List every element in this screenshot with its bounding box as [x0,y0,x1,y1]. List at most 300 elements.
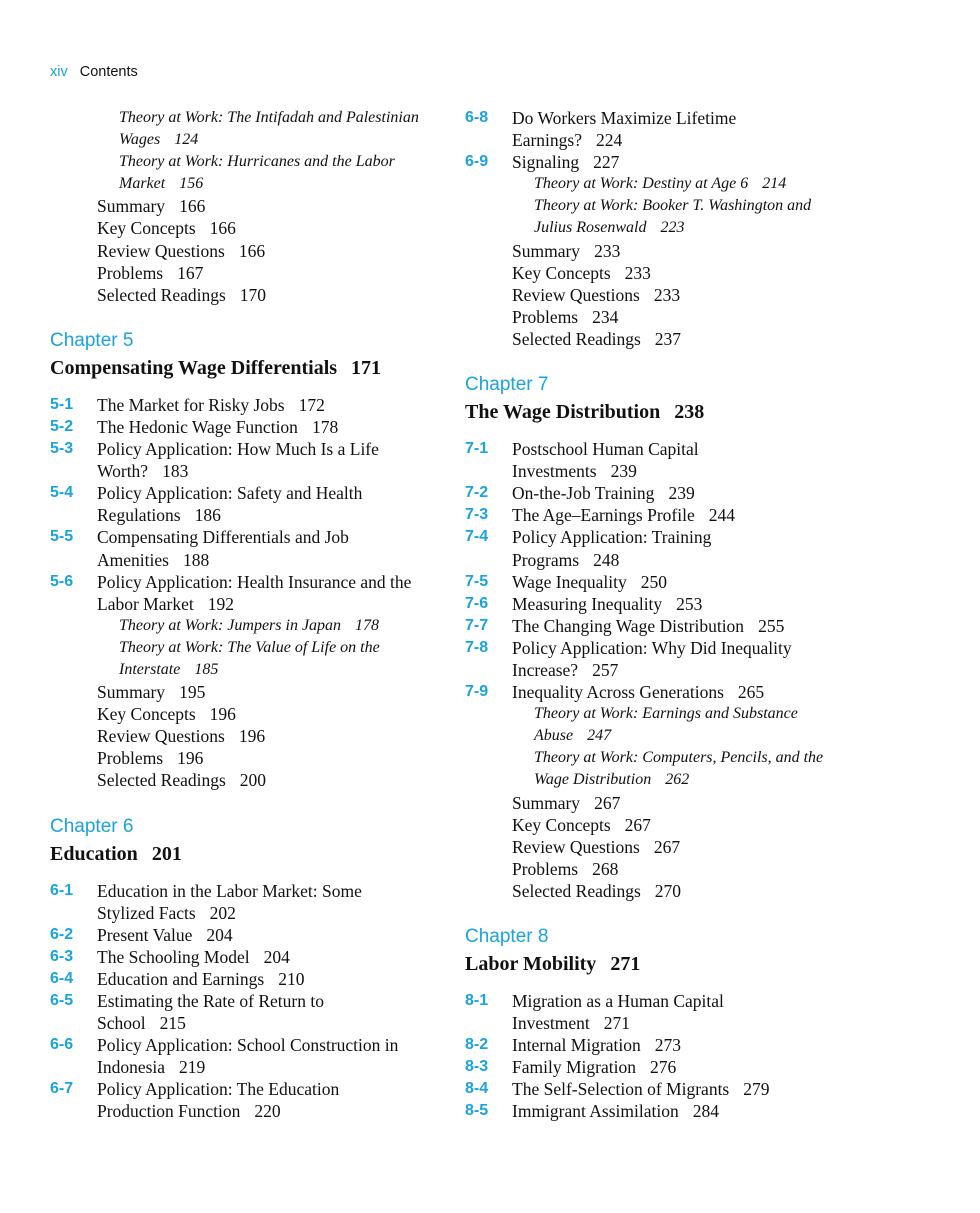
section-title [512,504,860,526]
section-number: 5-2 [50,417,74,435]
page-number: 196 [209,704,236,725]
section-text [97,990,450,1034]
section-entry [465,615,860,637]
section-title-cont [97,1012,450,1034]
end-of-chapter-entry [50,195,450,217]
page-number: 214 [762,175,787,193]
section-title [97,968,450,990]
chapter-title-text: Labor Mobility [465,953,597,975]
chapter-title-text: Education [50,842,138,865]
page-number: 170 [239,284,267,305]
page-number: 253 [676,593,703,614]
section-title: Policy Application: Training [512,527,712,548]
section-title: Policy Application: Safety and Health [97,483,363,504]
section-entry [50,482,450,526]
entry-text-cont: Abuse [534,727,574,745]
entry-text: Review Questions [97,726,225,747]
chapter-page-number: 171 [351,356,382,379]
section-entry [465,151,860,173]
page-number: 273 [654,1035,682,1056]
section-entry [50,394,450,416]
section-text [97,571,450,615]
section-number: 6-3 [50,947,74,965]
section-text [512,990,860,1034]
header-page-number: xiv [50,64,68,80]
entry-text: Summary [512,240,581,261]
page-number: 284 [692,1101,719,1122]
section-entry [50,880,450,924]
section-text [512,504,860,526]
section-title-cont-text: Labor Market [97,593,194,614]
section-title-cont-text: Programs [512,549,580,570]
section-number: 7-6 [465,594,489,612]
section-text [97,482,450,526]
section-title-cont [512,659,860,681]
end-of-chapter-entry [465,240,860,262]
entry-text: Selected Readings [512,328,641,349]
section-title-text: Measuring Inequality [512,593,663,614]
section-title-text: Immigrant Assimilation [512,1101,679,1122]
chapter-label: Chapter 5 [50,329,134,351]
page-number: 192 [207,593,234,614]
section-title [512,482,860,504]
section-number: 5-3 [50,440,74,458]
entry-text: Problems [512,306,579,327]
section-title [97,946,450,968]
section-number: 7-1 [465,440,489,458]
section-number: 6-5 [50,992,74,1009]
section-number: 6-8 [465,109,489,126]
section-title: Education in the Labor Market: Some [97,880,362,901]
section-title [512,615,860,637]
entry-text: Theory at Work: Earnings and Substance [534,705,798,723]
section-entry [465,1034,860,1056]
section-entry [50,416,450,438]
section-text [512,107,860,151]
section-title-text: The Age–Earnings Profile [512,505,695,526]
section-text [97,924,450,946]
chapter-title [465,950,860,978]
theory-at-work-entry [50,637,450,659]
section-entry [465,1056,860,1078]
section-entry [465,1100,860,1122]
theory-at-work-entry-cont [50,173,450,195]
section-title-cont-text: Earnings? [512,130,582,151]
section-title-cont [97,1100,450,1122]
page-number: 172 [298,394,325,415]
page-number: 237 [654,328,682,349]
chapter-label: Chapter 8 [465,926,549,947]
section-text [512,526,860,570]
section-number: 8-1 [465,992,489,1009]
end-of-chapter-entry [465,792,860,814]
page-number: 239 [610,461,637,482]
entry-text: Problems [97,262,164,283]
section-title-text: Wage Inequality [512,571,627,592]
end-of-chapter-entry [465,284,860,306]
chapter-page-number: 271 [610,953,641,975]
section-title-cont [97,593,450,615]
end-of-chapter-entry [50,217,450,239]
page-number: 244 [708,505,735,526]
entry-text: Theory at Work: Booker T. Washington and [534,197,812,215]
section-title-cont [97,549,450,571]
theory-at-work-entry [465,173,860,195]
entry-text-cont: Julius Rosenwald [534,219,647,237]
section-title-text: The Market for Risky Jobs [97,394,285,415]
section-entry [50,438,450,482]
section-title-cont-text: Stylized Facts [97,902,196,923]
page-number: 195 [179,682,206,703]
chapter-title [465,398,860,426]
section-number: 5-6 [50,572,74,590]
section-entry [465,438,860,482]
page-number: 200 [239,770,267,791]
chapter-page-number: 201 [151,842,182,865]
end-of-chapter-entry [50,769,450,791]
chapter-title-text: The Wage Distribution [465,401,661,424]
page-number: 268 [592,858,619,879]
section-number: 8-3 [465,1058,489,1076]
entry-text: Review Questions [512,836,640,857]
page-number: 166 [209,218,236,239]
end-of-chapter-entry [465,814,860,836]
section-number: 6-9 [465,153,489,171]
entry-text: Theory at Work: Destiny at Age 6 [534,175,749,193]
section-number: 5-4 [50,484,74,502]
section-title-cont-text: Regulations [97,505,181,526]
page-number: 250 [640,571,667,592]
entry-text-cont: Interstate [119,660,181,678]
section-entry [465,990,860,1034]
section-title: Policy Application: School Construction in [97,1035,399,1056]
section-text [512,637,860,681]
entry-text: Selected Readings [97,770,226,791]
section-entry [50,968,450,990]
section-title-cont-text: Investment [512,1013,590,1034]
page-number: 186 [194,505,221,526]
page-number: 178 [355,616,380,634]
page-number: 234 [592,306,619,327]
section-text [512,1056,860,1078]
section-text [97,1034,450,1078]
section-title-text: The Schooling Model [97,946,250,967]
section-entry [50,1078,450,1122]
page-number: 166 [238,240,266,261]
section-number: 6-6 [50,1036,74,1054]
section-text [512,151,860,173]
section-entry [50,526,450,570]
end-of-chapter-entry [465,858,860,880]
page-number: 233 [624,262,651,283]
page-number: 178 [311,416,339,437]
section-number: 5-5 [50,528,74,546]
section-number: 8-5 [465,1102,489,1120]
section-number: 6-2 [50,925,74,943]
section-title-cont [97,504,450,526]
end-of-chapter-entry [465,836,860,858]
section-title-text: Family Migration [512,1057,636,1078]
page-number: 239 [668,483,695,504]
page-number: 196 [238,726,266,747]
section-text [97,526,450,570]
section-title: Estimating the Rate of Return to [97,991,324,1011]
section-title-text: Signaling [512,152,580,173]
section-number: 8-2 [465,1036,489,1054]
section-number: 6-7 [50,1080,74,1098]
entry-text: Summary [97,682,166,703]
theory-at-work-entry-cont [465,217,860,239]
section-title [512,593,860,615]
section-entry [465,571,860,593]
section-text [97,394,450,416]
section-entry [50,946,450,968]
section-number: 7-5 [465,572,489,590]
toc-column-right [465,107,860,1123]
section-entry [50,1034,450,1078]
section-entry [50,924,450,946]
page-number: 210 [278,968,305,989]
chapter-title [50,840,450,868]
page-number: 224 [595,130,623,151]
entry-text: Theory at Work: Hurricanes and the Labor [119,153,395,171]
chapter-title [50,354,450,382]
section-title-cont [97,902,450,924]
section-title [512,681,860,703]
page-number: 202 [209,902,236,923]
section-entry [465,637,860,681]
section-title-cont [97,460,450,482]
section-title-cont-text: Investments [512,461,597,482]
page-number: 265 [737,682,765,703]
page-number: 166 [179,196,206,217]
entry-text: Key Concepts [97,704,196,725]
page-number: 219 [179,1057,206,1078]
page-number: 233 [594,240,621,261]
theory-at-work-entry [465,747,860,769]
page-number: 183 [162,461,189,482]
section-entry [465,593,860,615]
section-title-text: Present Value [97,924,193,945]
section-number: 7-4 [465,528,489,546]
page-number: 247 [587,727,612,745]
end-of-chapter-entry [465,328,860,350]
section-title [512,1034,860,1056]
entry-text: Problems [512,858,579,879]
page-number: 271 [603,1013,631,1034]
section-title-cont [512,1012,860,1034]
entry-text: Problems [97,748,164,769]
end-of-chapter-entry [50,262,450,284]
section-title [97,416,450,438]
entry-text: Theory at Work: Computers, Pencils, and the [534,749,824,767]
section-title-text: The Hedonic Wage Function [97,416,298,437]
section-text [97,968,450,990]
entry-text: Theory at Work: The Value of Life on the [119,638,380,656]
page-number: 267 [624,814,651,835]
section-title-cont-text: Worth? [97,461,149,482]
entry-text: Theory at Work: Jumpers in Japan [119,616,342,634]
page-number: 276 [649,1057,677,1078]
page-number: 270 [654,880,682,901]
section-text [512,1100,860,1122]
section-title-text: On-the-Job Training [512,483,655,504]
end-of-chapter-entry [50,681,450,703]
section-entry [50,571,450,615]
page-number: 233 [653,284,681,305]
section-entry [465,1078,860,1100]
section-title: Policy Application: The Education [97,1079,340,1100]
page-number: 248 [593,549,620,570]
end-of-chapter-entry [50,725,450,747]
end-of-chapter-entry [465,262,860,284]
entry-text-cont: Wages [119,131,161,149]
header-label: Contents [79,64,138,80]
theory-at-work-entry [465,195,860,217]
section-text [512,593,860,615]
section-number: 7-7 [465,616,489,634]
page-number: 257 [592,659,619,680]
section-text [512,615,860,637]
section-text [512,571,860,593]
section-number: 6-4 [50,969,74,987]
section-entry [465,504,860,526]
section-number: 5-1 [50,395,74,413]
entry-text-cont: Market [119,175,166,193]
chapter-title-text: Compensating Wage Differentials [50,356,338,379]
end-of-chapter-entry [50,747,450,769]
page-number: 215 [159,1013,186,1034]
page-number: 255 [758,615,785,636]
page-number: 204 [206,924,233,945]
page-number: 267 [594,792,621,813]
section-title: Postschool Human Capital [512,439,699,460]
page-number: 124 [174,131,199,149]
end-of-chapter-entry [50,703,450,725]
section-title-cont [97,1056,450,1078]
section-title: Policy Application: How Much Is a Life [97,439,379,460]
entry-text: Key Concepts [512,814,611,835]
page-number: 196 [177,748,204,769]
section-title-text: The Changing Wage Distribution [512,615,745,636]
section-title [512,1078,860,1100]
section-text [512,681,860,703]
section-title [512,1100,860,1122]
section-number: 7-2 [465,484,489,502]
section-text [512,438,860,482]
chapter-label: Chapter 6 [50,815,134,837]
page-number: 156 [179,175,204,193]
section-title-text: Education and Earnings [97,968,265,989]
section-title-text: The Self-Selection of Migrants [512,1079,730,1100]
page-number: 267 [653,836,681,857]
theory-at-work-entry [50,615,450,637]
entry-text: Review Questions [512,284,640,305]
section-entry [465,526,860,570]
entry-text: Selected Readings [97,284,226,305]
section-text [97,416,450,438]
entry-text: Theory at Work: The Intifadah and Palestinian [119,109,419,126]
page-number: 167 [177,262,204,283]
theory-at-work-entry-cont [465,725,860,747]
section-entry [465,681,860,703]
running-header [50,64,138,80]
section-title [512,1056,860,1078]
theory-at-work-entry [50,151,450,173]
section-title-cont [512,129,860,151]
section-number: 8-4 [465,1080,489,1098]
entry-text: Review Questions [97,240,225,261]
entry-text: Summary [97,196,166,217]
section-title: Policy Application: Why Did Inequality [512,637,792,658]
section-entry [465,482,860,504]
section-title-cont [512,549,860,571]
section-title-cont-text: Indonesia [97,1057,166,1078]
section-title-cont [512,460,860,482]
entry-text: Key Concepts [97,218,196,239]
section-title-cont-text: Amenities [97,549,169,570]
chapter-page-number: 238 [674,401,705,424]
section-text [97,438,450,482]
section-title: Compensating Differentials and Job [97,527,349,548]
section-text [512,482,860,504]
page-number: 262 [665,771,690,789]
section-text [97,946,450,968]
page-number: 220 [254,1101,281,1122]
theory-at-work-entry-cont [50,659,450,681]
section-entry [50,990,450,1034]
end-of-chapter-entry [50,284,450,306]
section-number: 7-3 [465,506,489,524]
chapter-label: Chapter 7 [465,374,549,396]
section-number: 7-8 [465,638,489,656]
section-title-cont-text: Production Function [97,1101,241,1122]
section-text [512,1078,860,1100]
end-of-chapter-entry [465,880,860,902]
section-title [512,571,860,593]
page-number: 223 [660,219,685,237]
section-title: Policy Application: Health Insurance and the [97,571,412,592]
end-of-chapter-entry [465,306,860,328]
section-text [97,880,450,924]
theory-at-work-entry [465,703,860,725]
section-text [512,1034,860,1056]
page-number: 279 [743,1079,770,1100]
entry-text: Summary [512,792,581,813]
toc-column-left [50,107,450,1123]
section-title-cont-text: Increase? [512,659,579,680]
section-title-text: Inequality Across Generations [512,682,724,703]
end-of-chapter-entry [50,240,450,262]
entry-text: Selected Readings [512,880,641,901]
section-number: 6-1 [50,881,74,899]
page-number: 188 [182,549,210,570]
theory-at-work-entry-cont [50,129,450,151]
section-title [97,394,450,416]
section-text [97,1078,450,1122]
section-title [512,151,860,173]
section-title-text: Internal Migration [512,1035,641,1056]
entry-text-cont: Wage Distribution [534,771,652,789]
section-title: Do Workers Maximize Lifetime [512,108,737,128]
page-number: 227 [593,152,620,173]
section-title [97,924,450,946]
section-number: 7-9 [465,683,489,701]
section-title: Migration as a Human Capital [512,991,724,1011]
theory-at-work-entry [50,107,450,129]
section-entry [465,107,860,151]
theory-at-work-entry-cont [465,769,860,791]
